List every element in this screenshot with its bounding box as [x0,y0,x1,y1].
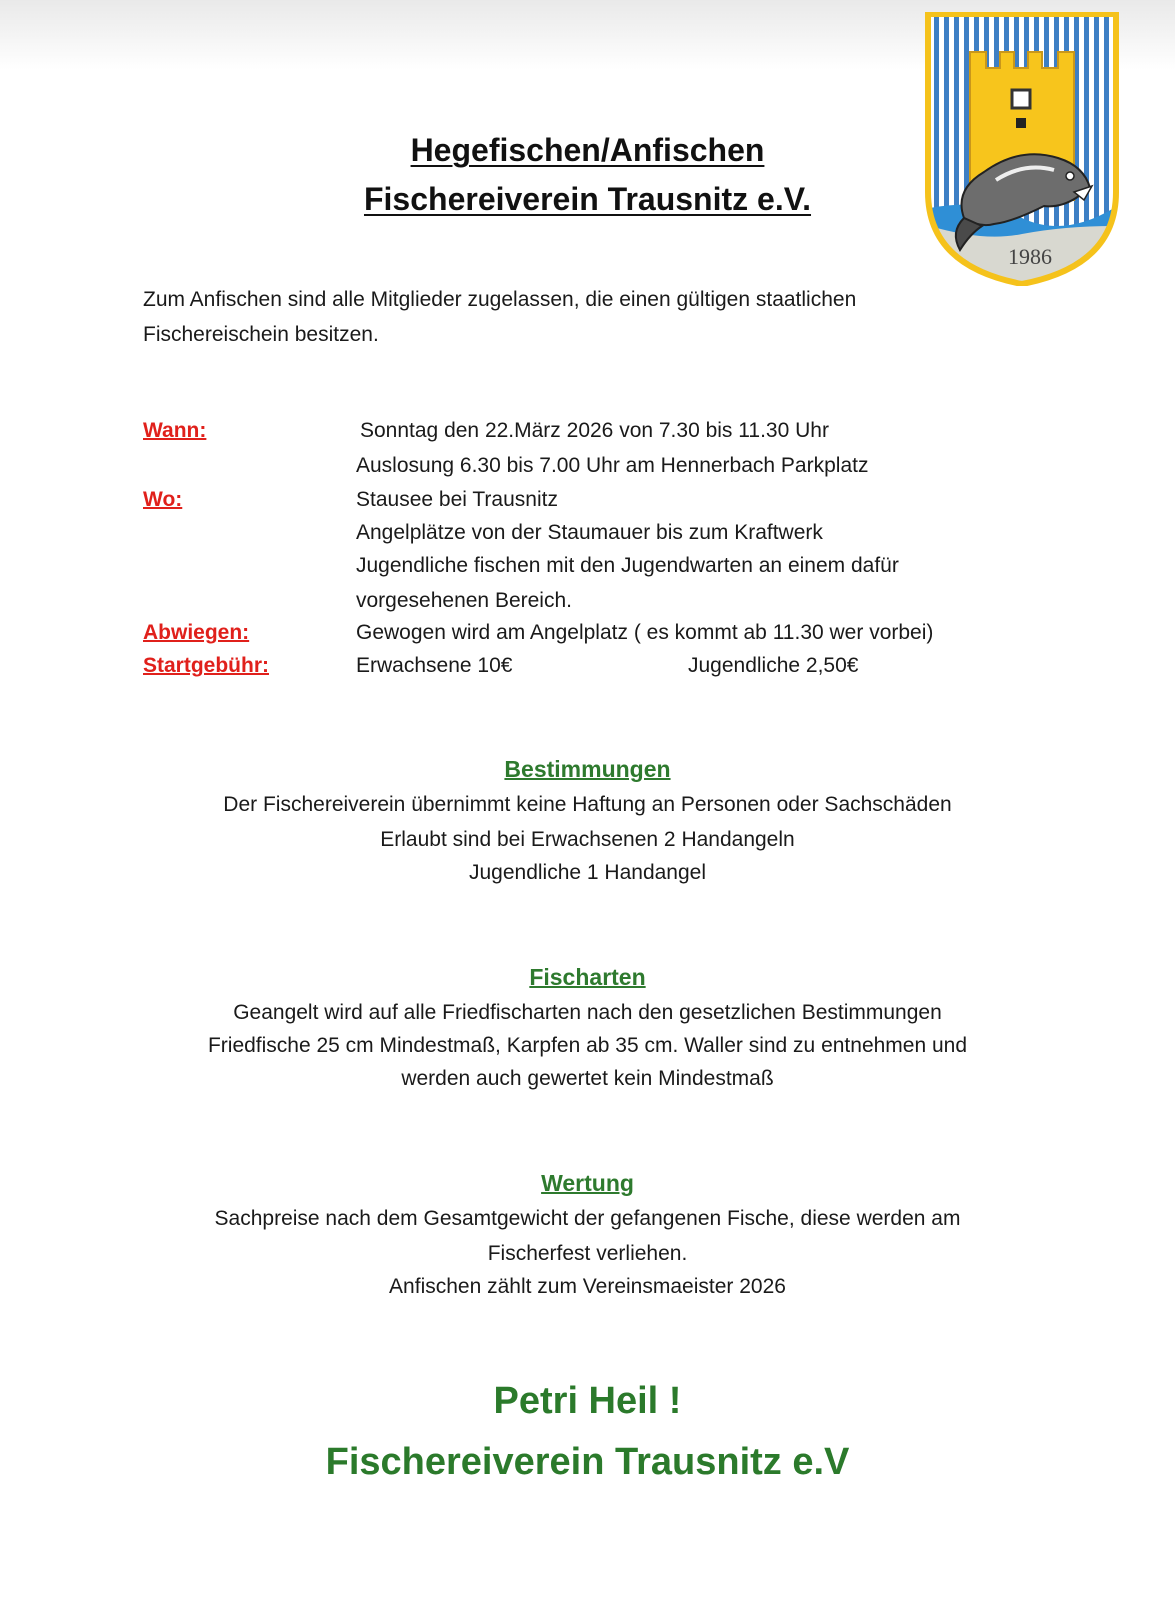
wann-line-1: Sonntag den 22.März 2026 von 7.30 bis 11.30 Uhr [360,419,829,442]
intro-text: Zum Anfischen sind alle Mitglieder zugelassen, die einen gültigen staatlichen Fischereischein besitzen. [143,288,857,346]
bestimmungen-line: Der Fischereiverein übernimmt keine Haftung an Personen oder Sachschäden [223,793,952,816]
wertung-line: Fischerfest verliehen. [487,1242,688,1265]
bestimmungen-heading: Bestimmungen [504,756,671,782]
wertung-heading: Wertung [541,1170,634,1196]
startgebuehr-label: Startgebühr: [143,654,269,677]
page-title-line1: Hegefischen/Anfischen [410,132,765,168]
closing-greeting: Petri Heil ! [493,1380,682,1422]
wo-line-3: Jugendliche fischen mit den Jugendwarten an einem dafür [356,554,899,577]
wertung-line: Sachpreise nach dem Gesamtgewicht der gefangenen Fische, diese werden am [214,1207,961,1230]
wann-line-2: Auslosung 6.30 bis 7.00 Uhr am Hennerbach Parkplatz [356,454,869,477]
fischarten-line: werden auch gewertet kein Mindestmaß [401,1067,774,1090]
startgebuehr-youth: Jugendliche 2,50€ [688,654,859,677]
wann-label: Wann: [143,419,207,442]
wo-line-2: Angelplätze von der Staumauer bis zum Kraftwerk [356,521,823,544]
fischarten-line: Friedfische 25 cm Mindestmaß, Karpfen ab 35 cm. Waller sind zu entnehmen und [207,1034,968,1057]
abwiegen-value: Gewogen wird am Angelplatz ( es kommt ab 11.30 wer vorbei) [356,621,934,644]
page-title-line2: Fischereiverein Trausnitz e.V. [363,181,812,217]
crest-year: 1986 [1008,244,1052,269]
wo-label: Wo: [143,488,183,511]
wo-line-1: Stausee bei Trausnitz [356,488,558,511]
startgebuehr-adults: Erwachsene 10€ [356,654,513,677]
wertung-line: Anfischen zählt zum Vereinsmaeister 2026 [389,1275,786,1298]
abwiegen-label: Abwiegen: [143,621,250,644]
bestimmungen-line: Jugendliche 1 Handangel [468,861,707,884]
wo-line-4: vorgesehenen Bereich. [356,589,572,612]
bestimmungen-line: Erlaubt sind bei Erwachsenen 2 Handangeln [380,828,795,851]
fischarten-line: Geangelt wird auf alle Friedfischarten nach den gesetzlichen Bestimmungen [233,1001,942,1024]
closing-club-name: Fischereiverein Trausnitz e.V [325,1441,850,1483]
fischarten-heading: Fischarten [529,964,646,990]
